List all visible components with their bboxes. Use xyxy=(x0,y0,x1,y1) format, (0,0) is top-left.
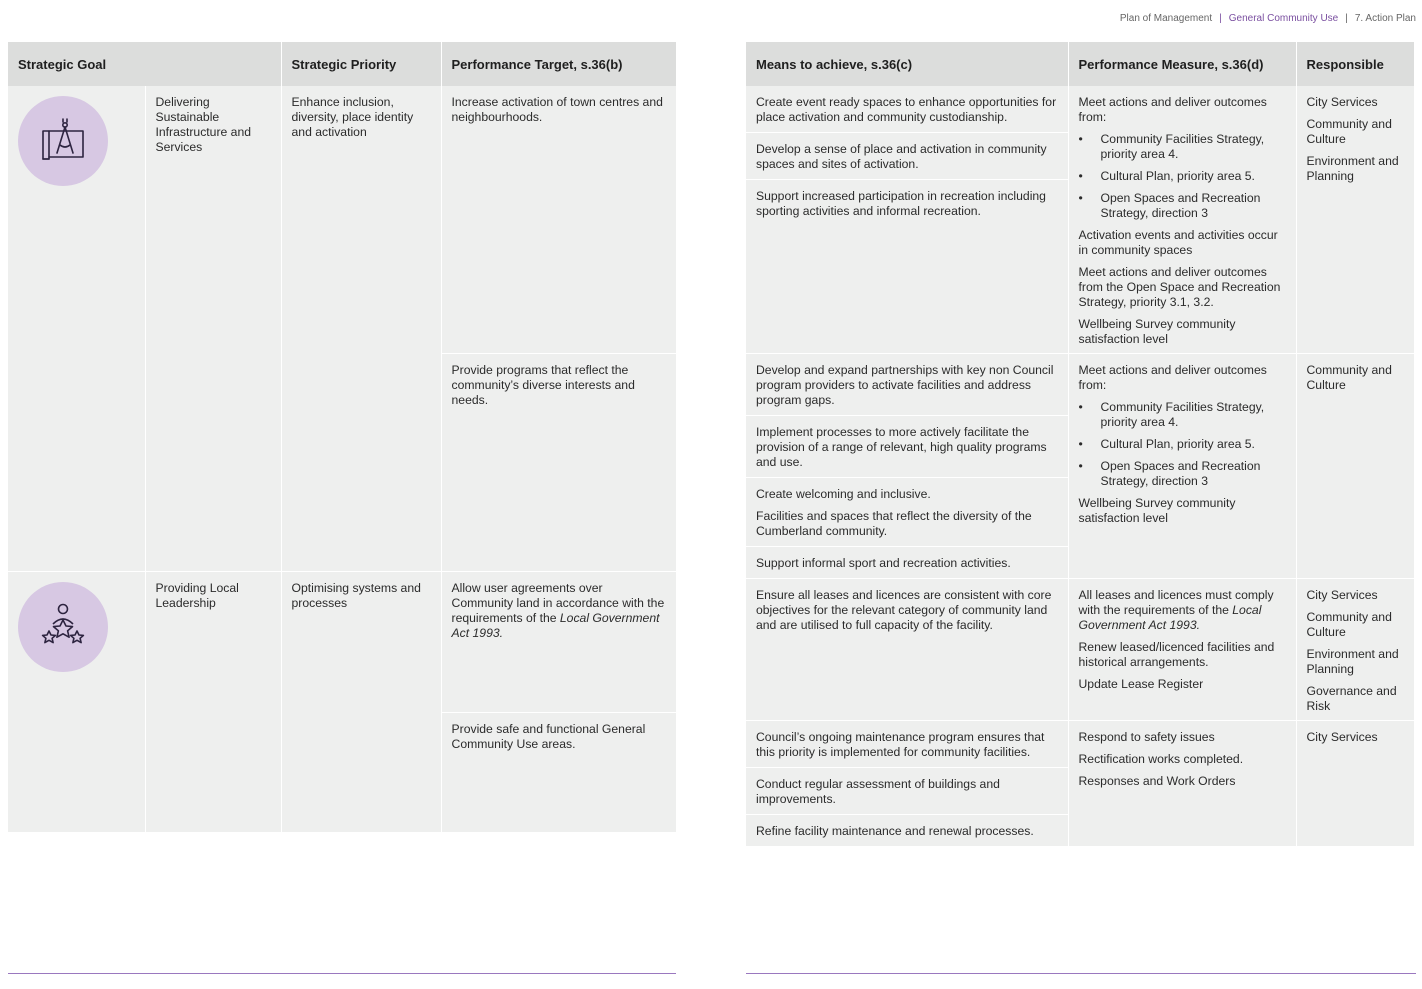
means-item: Develop and expand partnerships with key non Council program providers to activate facilities and address program gaps. xyxy=(746,354,1068,416)
drafting-compass-blueprint-icon xyxy=(39,117,87,165)
means-item: Support informal sport and recreation activities. xyxy=(756,556,1011,570)
measure-item: Meet actions and deliver outcomes from the Open Space and Recreation Strategy, priority 3.1, 3.2. xyxy=(1078,265,1281,309)
goal-icon-cell xyxy=(8,86,145,571)
performance-target: Allow user agreements over Community land in accordance with the requirements of the Local Government Act 1993. xyxy=(451,580,665,640)
header-means-to-achieve: Means to achieve, s.36(c) xyxy=(746,42,1068,86)
means-item: Support increased participation in recreation including sporting activities and informal recreation. xyxy=(756,189,1046,218)
right-action-table xyxy=(746,42,1414,847)
left-action-table xyxy=(8,42,676,833)
measure-item: Renew leased/licenced facilities and historical arrangements. xyxy=(1078,640,1275,669)
measure-item: Rectification works completed. xyxy=(1078,752,1244,766)
measure-item: Wellbeing Survey community satisfaction level xyxy=(1078,317,1236,346)
performance-target: Increase activation of town centres and neighbourhoods. xyxy=(451,95,663,124)
responsible-party: City Services xyxy=(1306,95,1378,109)
measure-bullet: • Community Facilities Strategy, priority area 4. xyxy=(1079,400,1286,430)
strategic-priority: Optimising systems and processes xyxy=(291,580,421,610)
means-item: Develop a sense of place and activation in community spaces and sites of activation. xyxy=(746,133,1068,180)
responsible-party: Community and Culture xyxy=(1306,610,1392,639)
measure-item: Responses and Work Orders xyxy=(1078,774,1236,788)
responsible-party: Community and Culture xyxy=(1306,363,1392,392)
header-performance-measure: Performance Measure, s.36(d) xyxy=(1068,42,1296,86)
measure-bullet: • Cultural Plan, priority area 5. xyxy=(1079,169,1286,184)
breadcrumb-action-plan: 7. Action Plan xyxy=(1354,13,1416,24)
breadcrumb-separator: | xyxy=(1219,13,1222,24)
measure-bullet: • Open Spaces and Recreation Strategy, direction 3 xyxy=(1079,459,1286,489)
performance-target: Provide programs that reflect the community’s diverse interests and needs. xyxy=(451,362,635,407)
act-title-italic: Local Government Act 1993. xyxy=(1078,603,1262,632)
means-item: Refine facility maintenance and renewal processes. xyxy=(756,824,1034,838)
person-stars-leadership-icon xyxy=(38,602,88,652)
means-item: Council’s ongoing maintenance program ensures that this priority is implemented for community facilities. xyxy=(746,721,1068,768)
performance-target: Provide safe and functional General Community Use areas. xyxy=(451,721,646,751)
measure-item: Wellbeing Survey community satisfaction level xyxy=(1078,496,1236,525)
responsible-party: City Services xyxy=(1306,588,1378,602)
means-item: Implement processes to more actively facilitate the provision of a range of relevant, high quality programs and use. xyxy=(746,416,1068,478)
footer-divider-left xyxy=(8,973,676,974)
means-item: Create event ready spaces to enhance opportunities for place activation and community custodianship. xyxy=(746,86,1068,133)
measure-item: All leases and licences must comply with the requirements of the Local Government Act 1993. xyxy=(1078,588,1274,632)
measure-bullet: • Open Spaces and Recreation Strategy, direction 3 xyxy=(1079,191,1286,221)
measure-intro: Meet actions and deliver outcomes from: xyxy=(1078,363,1267,392)
means-item: Create welcoming and inclusive. xyxy=(756,487,931,501)
footer-divider-right xyxy=(746,973,1416,974)
measure-item: Update Lease Register xyxy=(1078,677,1204,691)
goal-icon-cell xyxy=(8,571,145,832)
breadcrumb-separator: | xyxy=(1345,13,1348,24)
goal-icon-circle xyxy=(18,582,108,672)
measure-item: Activation events and activities occur in community spaces xyxy=(1078,228,1278,257)
act-title-italic: Local Government Act 1993. xyxy=(451,610,660,640)
responsible-party: Governance and Risk xyxy=(1306,684,1397,713)
measure-intro: Meet actions and deliver outcomes from: xyxy=(1078,95,1267,124)
means-item: Conduct regular assessment of buildings and improvements. xyxy=(746,768,1068,815)
breadcrumb-general-community-use: General Community Use xyxy=(1228,13,1339,24)
responsible-party: Environment and Planning xyxy=(1306,647,1399,676)
means-item: Ensure all leases and licences are consistent with core objectives for the relevant category of community land and are utilised to full capacity of the facility. xyxy=(756,588,1052,632)
goal-name: Delivering Sustainable Infrastructure and Services xyxy=(155,95,252,154)
responsible-party: Environment and Planning xyxy=(1306,154,1399,183)
means-group xyxy=(746,478,1068,547)
means-item: Facilities and spaces that reflect the diversity of the Cumberland community. xyxy=(756,509,1032,538)
responsible-party: Community and Culture xyxy=(1306,117,1392,146)
measure-bullet: • Community Facilities Strategy, priority area 4. xyxy=(1079,132,1286,162)
goal-name: Providing Local Leadership xyxy=(155,580,239,610)
measure-item: Respond to safety issues xyxy=(1078,730,1215,744)
measure-bullet: • Cultural Plan, priority area 5. xyxy=(1079,437,1286,452)
breadcrumb-plan: Plan of Management xyxy=(1119,13,1213,24)
header-strategic-priority: Strategic Priority xyxy=(281,42,441,86)
strategic-priority: Enhance inclusion, diversity, place identity and activation xyxy=(291,95,414,139)
header-responsible: Responsible xyxy=(1296,42,1414,86)
header-performance-target: Performance Target, s.36(b) xyxy=(441,42,676,86)
header-strategic-goal: Strategic Goal xyxy=(8,42,281,86)
page-header xyxy=(1120,11,1416,26)
goal-icon-circle xyxy=(18,96,108,186)
responsible-party: City Services xyxy=(1306,730,1378,744)
